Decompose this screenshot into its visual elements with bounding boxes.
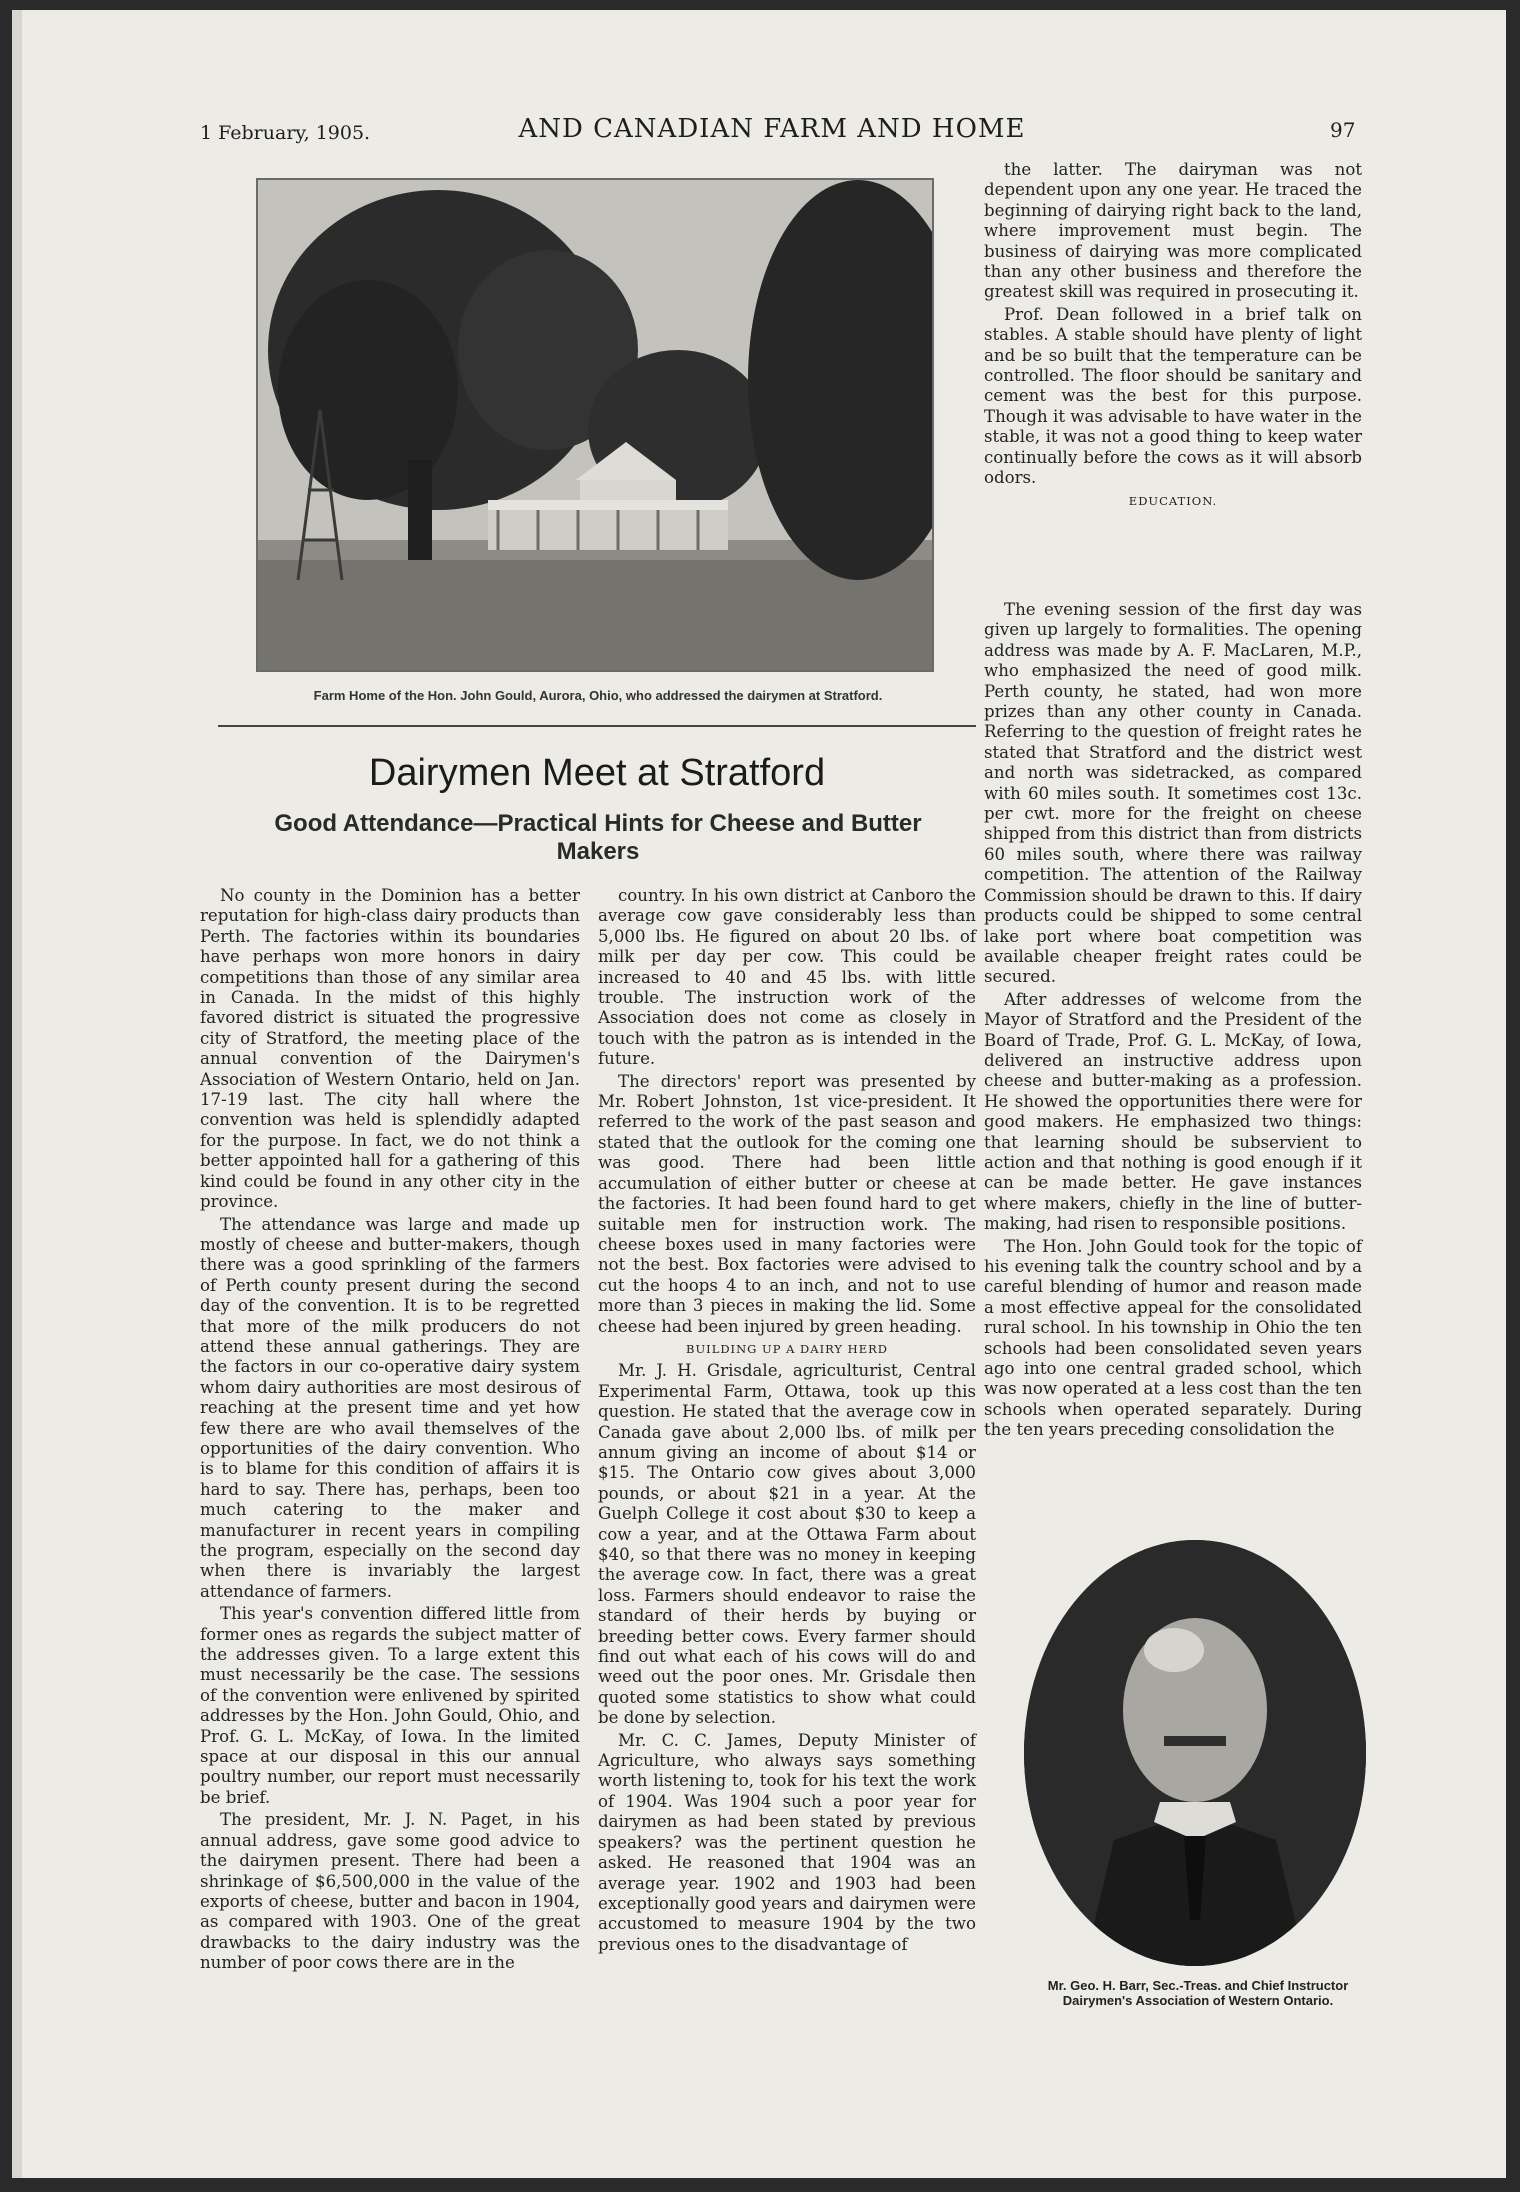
paragraph: the latter. The dairyman was not dependent upon any one year. He traced the beginning of dairying right back to the land, where improvement must begin. The business of dairying was more complicated than any other business and therefore the greatest skill was required in prosecuting it. xyxy=(984,160,1362,302)
section-subheading: EDUCATION. xyxy=(1128,493,1218,508)
article-column-right xyxy=(984,160,1362,513)
page-number: 97 xyxy=(1330,118,1356,142)
page-header xyxy=(12,114,1506,154)
paragraph: The evening session of the first day was given up largely to formalities. The opening address was made by A. F. MacLaren, M.P., who emphasized the need of good milk. Perth county, he stated, had won more prizes than any other county in Canada. Referring to the question of freight rates he stated that Stratford and the district west and north was sidetracked, as compared with 60 miles south. It sometimes cost 13c. per cwt. more for the freight on cheese shipped from this district than from districts 60 miles south, where there was railway competition. The attention of the Railway Commission should be drawn to this. If dairy products could be shipped to some central lake port where boat competition was available cheaper freight rates could be secured. xyxy=(984,600,1362,987)
farm-home-caption: Farm Home of the Hon. John Gould, Aurora, Ohio, who addressed the dairymen at Stratford. xyxy=(313,688,883,703)
portrait-caption: Mr. Geo. H. Barr, Sec.-Treas. and Chief Instructor Dairymen's Association of Western Ontario. xyxy=(1047,1978,1349,2008)
article-column-right-continued xyxy=(984,600,1362,1443)
paragraph: The Hon. John Gould took for the topic of his evening talk the country school and by a careful blending of humor and reason made a most effective appeal for the consolidated rural school. In his township in Ohio the ten schools had been consolidated seven years ago into one central graded school, which was now operated at a less cost than the ten schools when operated separately. During the ten years preceding consolidation the xyxy=(984,1236,1362,1440)
header-title: AND CANADIAN FARM AND HOME xyxy=(518,114,1026,144)
farm-home-illustration xyxy=(258,180,932,670)
portrait-photo xyxy=(1024,1540,1366,1966)
paragraph: The directors' report was presented by Mr. Robert Johnston, 1st vice-president. It referred to the work of the past season and stated that the outlook for the coming one was good. There had been little accumulation of either butter or cheese at the factories. It had been found hard to get suitable men for instruction work. The cheese boxes used in many factories were not the best. Box factories were advised to cut the hoops 4 to an inch, and not to use more than 3 pieces in making the lid. Some cheese had been injured by green heading. xyxy=(598,1071,976,1336)
paragraph: The attendance was large and made up mostly of cheese and butter-makers, though there was a good sprinkling of the farmers of Perth county present during the second day of the convention. It is to be regretted that more of the milk producers do not attend these annual gatherings. They are the factors in our co-operative dairy system whom dairy authorities are most desirous of reaching at the present time and yet how few there are who avail themselves of the opportunities of the dairy convention. Who is to blame for this condition of affairs it is hard to say. There has, perhaps, been too much catering to the maker and manufacturer in recent years in compiling the program, especially on the second day when there is invariably the largest attendance of farmers. xyxy=(200,1214,580,1601)
paragraph: Mr. J. H. Grisdale, agriculturist, Central Experimental Farm, Ottawa, took up this question. He stated that the average cow in Canada gave about 2,000 lbs. of milk per annum giving an income of about $14 or $15. The Ontario cow gives about 3,000 pounds, or about $21 in a year. At the Guelph College it cost about $30 to keep a cow a year, and at the Ottawa Farm about $40, so that there was no money in keeping the average cow. In fact, there was a great loss. Farmers should endeavor to raise the standard of their herds by buying or breeding better cows. Every farmer should find out what each of his cows will do and weed out the poor ones. Mr. Grisdale then quoted some statistics to show what could be done by selection. xyxy=(598,1361,976,1728)
article-column-left xyxy=(200,886,580,1976)
paragraph: The president, Mr. J. N. Paget, in his annual address, gave some good advice to the dairymen present. There had been a shrinkage of $6,500,000 in the value of the exports of cheese, butter and bacon in 1904, as compared with 1903. One of the great drawbacks to the dairy industry was the number of poor cows there are in the xyxy=(200,1810,580,1973)
article-headline: Dairymen Meet at Stratford xyxy=(368,752,826,794)
newspaper-page xyxy=(12,10,1506,2178)
scan-edge xyxy=(12,10,22,2178)
article-subheadline: Good Attendance—Practical Hints for Cheese and Butter Makers xyxy=(274,810,922,865)
paragraph: Prof. Dean followed in a brief talk on stables. A stable should have plenty of light and be so built that the temperature can be controlled. The floor should be sanitary and cement was the best for this purpose. Though it was advisable to have water in the stable, it was not a good thing to keep water continually before the cows as it will absorb odors. xyxy=(984,304,1363,488)
portrait-illustration xyxy=(1024,1540,1366,1966)
paragraph: Mr. C. C. James, Deputy Minister of Agriculture, who always says something worth listening to, took for his text the work of 1904. Was 1904 such a poor year for dairymen as had been stated by previous speakers? was the pertinent question he asked. He reasoned that 1904 was an average year. 1902 and 1903 had been exceptionally good years and dairymen were accustomed to measure 1904 by the two previous ones to the disadvantage of xyxy=(598,1730,976,1954)
divider-rule xyxy=(218,725,976,727)
section-subheading: BUILDING UP A DAIRY HERD xyxy=(686,1341,888,1356)
header-date: 1 February, 1905. xyxy=(200,122,371,144)
farm-home-photo xyxy=(256,178,934,672)
paragraph: After addresses of welcome from the Mayor of Stratford and the President of the Board of Trade, Prof. G. L. McKay, of Iowa, delivered an instructive address upon cheese and butter-making as a profession. He showed the opportunities there were for good makers. He emphasized two things: that learning should be subservient to action and that nothing is good enough if it can be made better. He gave instances where makers, chiefly in the line of butter-making, had risen to responsible positions. xyxy=(984,989,1362,1234)
paragraph: No county in the Dominion has a better reputation for high-class dairy products than Perth. The factories within its boundaries have perhaps won more honors in dairy competitions than those of any similar area in Canada. In the midst of this highly favored district is situated the progressive city of Stratford, the meeting place of the annual convention of the Dairymen's Association of Western Ontario, held on Jan. 17-19 last. The city hall where the convention was held is splendidly adapted for the purpose. In fact, we do not think a better appointed hall for a gathering of this kind could be found in any other city in the province. xyxy=(200,886,580,1212)
paragraph: This year's convention differed little from former ones as regards the subject matter of the addresses given. To a large extent this must necessarily be the case. The sessions of the convention were enlivened by spirited addresses by the Hon. John Gould, Ohio, and Prof. G. L. McKay, of Iowa. In the limited space at our disposal in this our annual poultry number, our report must necessarily be brief. xyxy=(200,1604,580,1807)
article-column-middle xyxy=(598,886,976,1957)
paragraph: country. In his own district at Canboro the average cow gave considerably less than 5,000 lbs. He figured on about 20 lbs. of milk per day per cow. This could be increased to 40 and 45 lbs. with little trouble. The instruction work of the Association does not come as closely in touch with the patron as is intended in the future. xyxy=(598,886,976,1069)
